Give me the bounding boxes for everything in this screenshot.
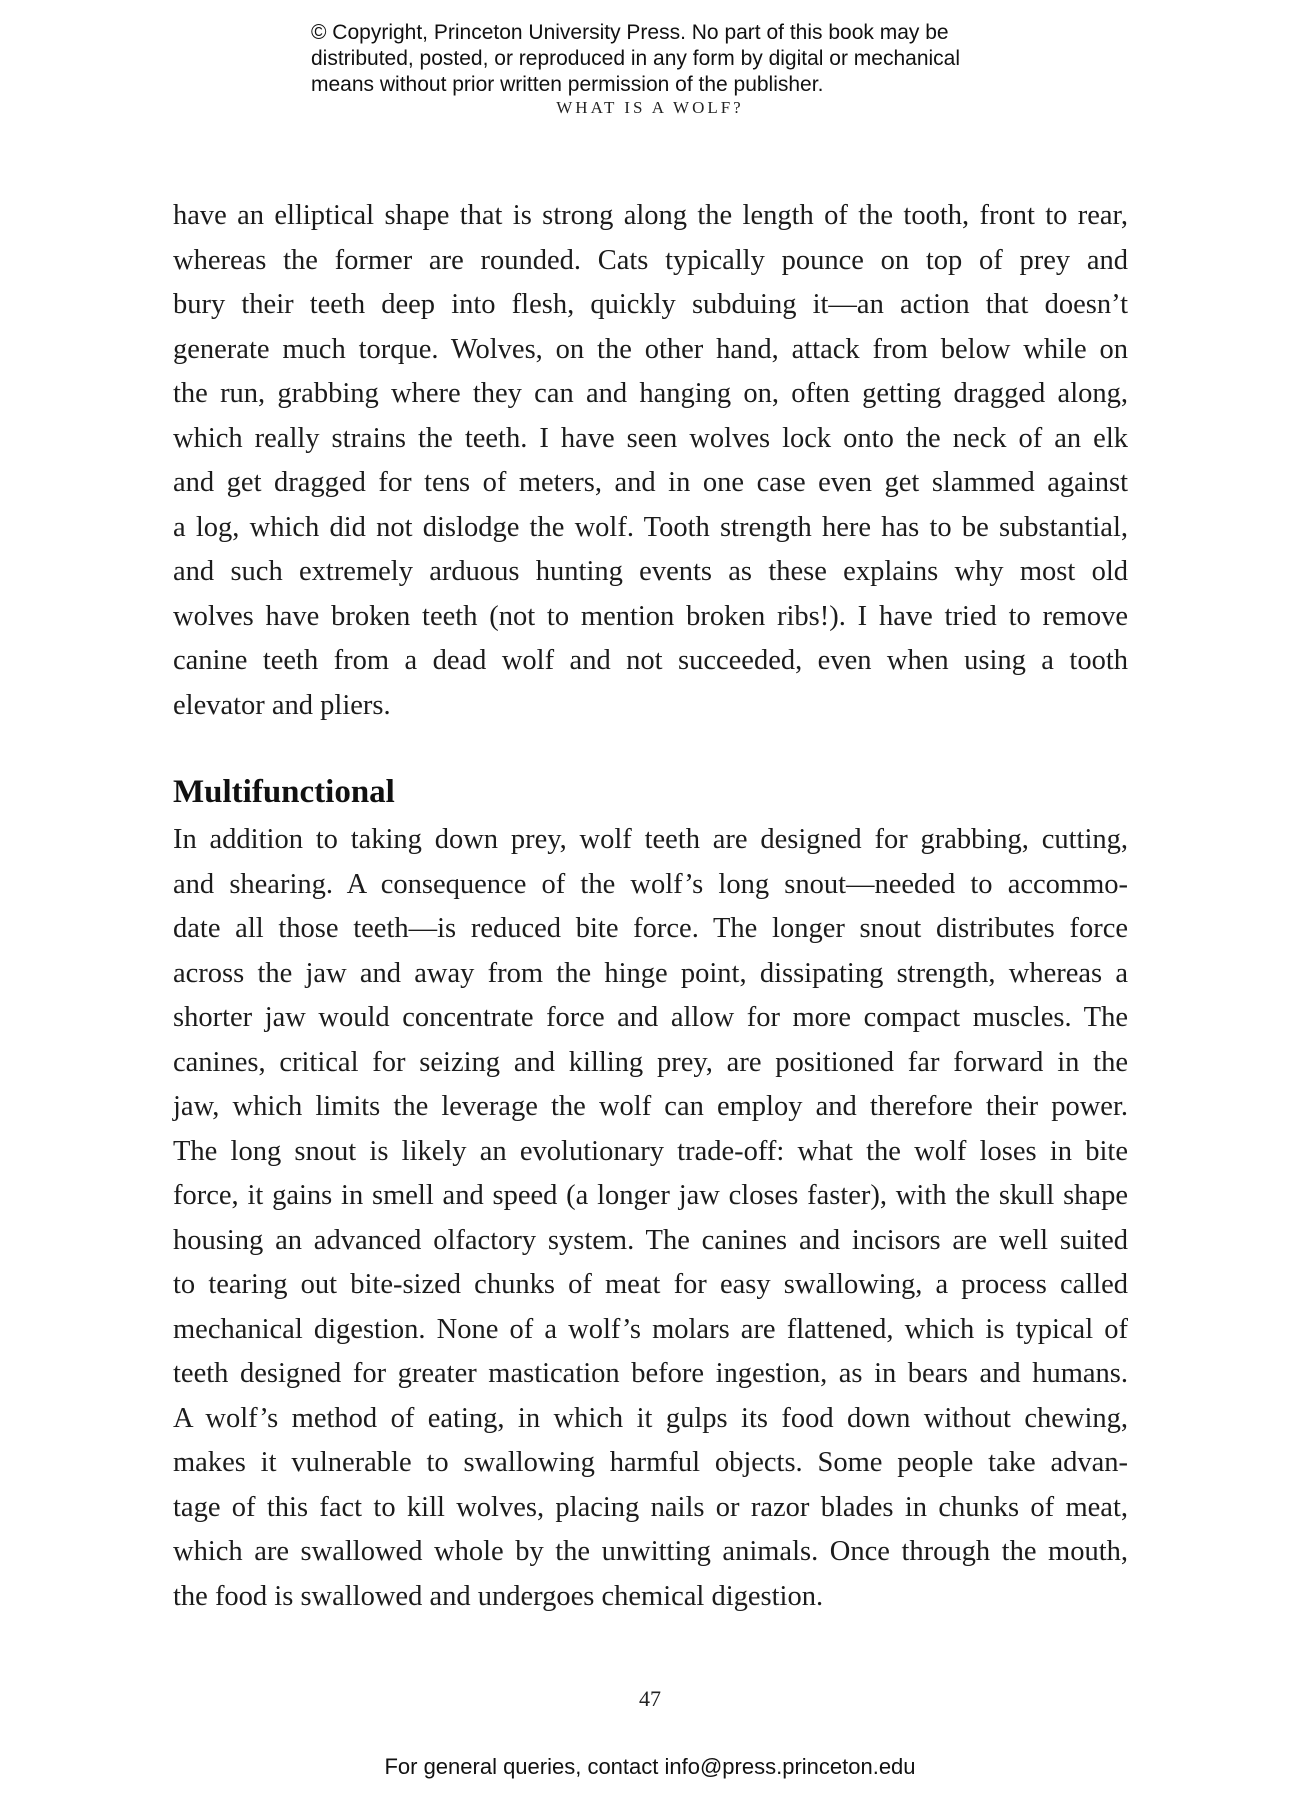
- copyright-line: distributed, posted, or reproduced in any form by digital or mechanical: [311, 47, 961, 70]
- text-line: the food is swallowed and undergoes chemical digestion.: [173, 1580, 824, 1612]
- text-line: have an elliptical shape that is strong along the length of the tooth, front to rear,: [173, 200, 1128, 231]
- text-line: mechanical digestion. None of a wolf’s molars are flattened, which is typical of: [173, 1313, 1128, 1345]
- text-line: canine teeth from a dead wolf and not succeeded, even when using a tooth: [173, 645, 1128, 676]
- copyright-notice: [311, 20, 1011, 98]
- copyright-line: © Copyright, Princeton University Press. No part of this book may be: [311, 21, 949, 44]
- text-line: to tearing out bite-sized chunks of meat for easy swallowing, a process called: [173, 1269, 1128, 1300]
- text-line: canines, critical for seizing and killing prey, are positioned far forward in the: [173, 1046, 1128, 1078]
- text-line: which are swallowed whole by the unwitting animals. Once through the mouth,: [173, 1536, 1128, 1567]
- text-line: date all those teeth—is reduced bite force. The longer snout distributes force: [173, 913, 1128, 944]
- text-line: teeth designed for greater mastication before ingestion, as in bears and humans.: [173, 1358, 1128, 1389]
- text-line: The long snout is likely an evolutionary trade-off: what the wolf loses in bite: [173, 1135, 1128, 1167]
- text-line: generate much torque. Wolves, on the other hand, attack from below while on: [173, 333, 1128, 365]
- text-line: and such extremely arduous hunting events as these explains why most old: [173, 556, 1128, 587]
- text-line: elevator and pliers.: [173, 689, 391, 721]
- text-line: In addition to taking down prey, wolf teeth are designed for grabbing, cutting,: [173, 824, 1128, 855]
- text-line: shorter jaw would concentrate force and allow for more compact muscles. The: [173, 1002, 1128, 1033]
- section-heading: Multifunctional: [173, 774, 395, 810]
- text-line: and shearing. A consequence of the wolf’s long snout—needed to accommo-: [173, 868, 1128, 900]
- paragraph-1: [173, 194, 1128, 728]
- text-line: tage of this fact to kill wolves, placing nails or razor blades in chunks of meat,: [173, 1491, 1128, 1523]
- text-line: across the jaw and away from the hinge point, dissipating strength, whereas a: [173, 957, 1128, 989]
- text-line: and get dragged for tens of meters, and in one case even get slammed against: [173, 467, 1128, 498]
- running-head: WHAT IS A WOLF?: [556, 98, 744, 117]
- text-line: bury their teeth deep into flesh, quickly subduing it—an action that doesn’t: [173, 289, 1128, 320]
- footer-contact: For general queries, contact info@press.princeton.edu: [384, 1754, 916, 1779]
- text-line: whereas the former are rounded. Cats typically pounce on top of prey and: [173, 244, 1128, 276]
- text-line: the run, grabbing where they can and hanging on, often getting dragged along,: [173, 378, 1128, 409]
- text-line: A wolf’s method of eating, in which it gulps its food down without chewing,: [173, 1402, 1128, 1434]
- text-line: force, it gains in smell and speed (a longer jaw closes faster), with the skull shape: [173, 1180, 1128, 1211]
- text-line: which really strains the teeth. I have seen wolves lock onto the neck of an elk: [173, 422, 1128, 454]
- text-line: makes it vulnerable to swallowing harmful objects. Some people take advan-: [173, 1447, 1128, 1478]
- paragraph-2: [173, 818, 1128, 1619]
- text-line: jaw, which limits the leverage the wolf can employ and therefore their power.: [173, 1091, 1128, 1122]
- copyright-line: means without prior written permission of the publisher.: [311, 73, 824, 96]
- text-line: a log, which did not dislodge the wolf. Tooth strength here has to be substantial,: [173, 511, 1128, 543]
- text-line: housing an advanced olfactory system. The canines and incisors are well suited: [173, 1224, 1128, 1256]
- text-line: wolves have broken teeth (not to mention broken ribs!). I have tried to remove: [173, 600, 1128, 632]
- page-number: 47: [639, 1686, 661, 1711]
